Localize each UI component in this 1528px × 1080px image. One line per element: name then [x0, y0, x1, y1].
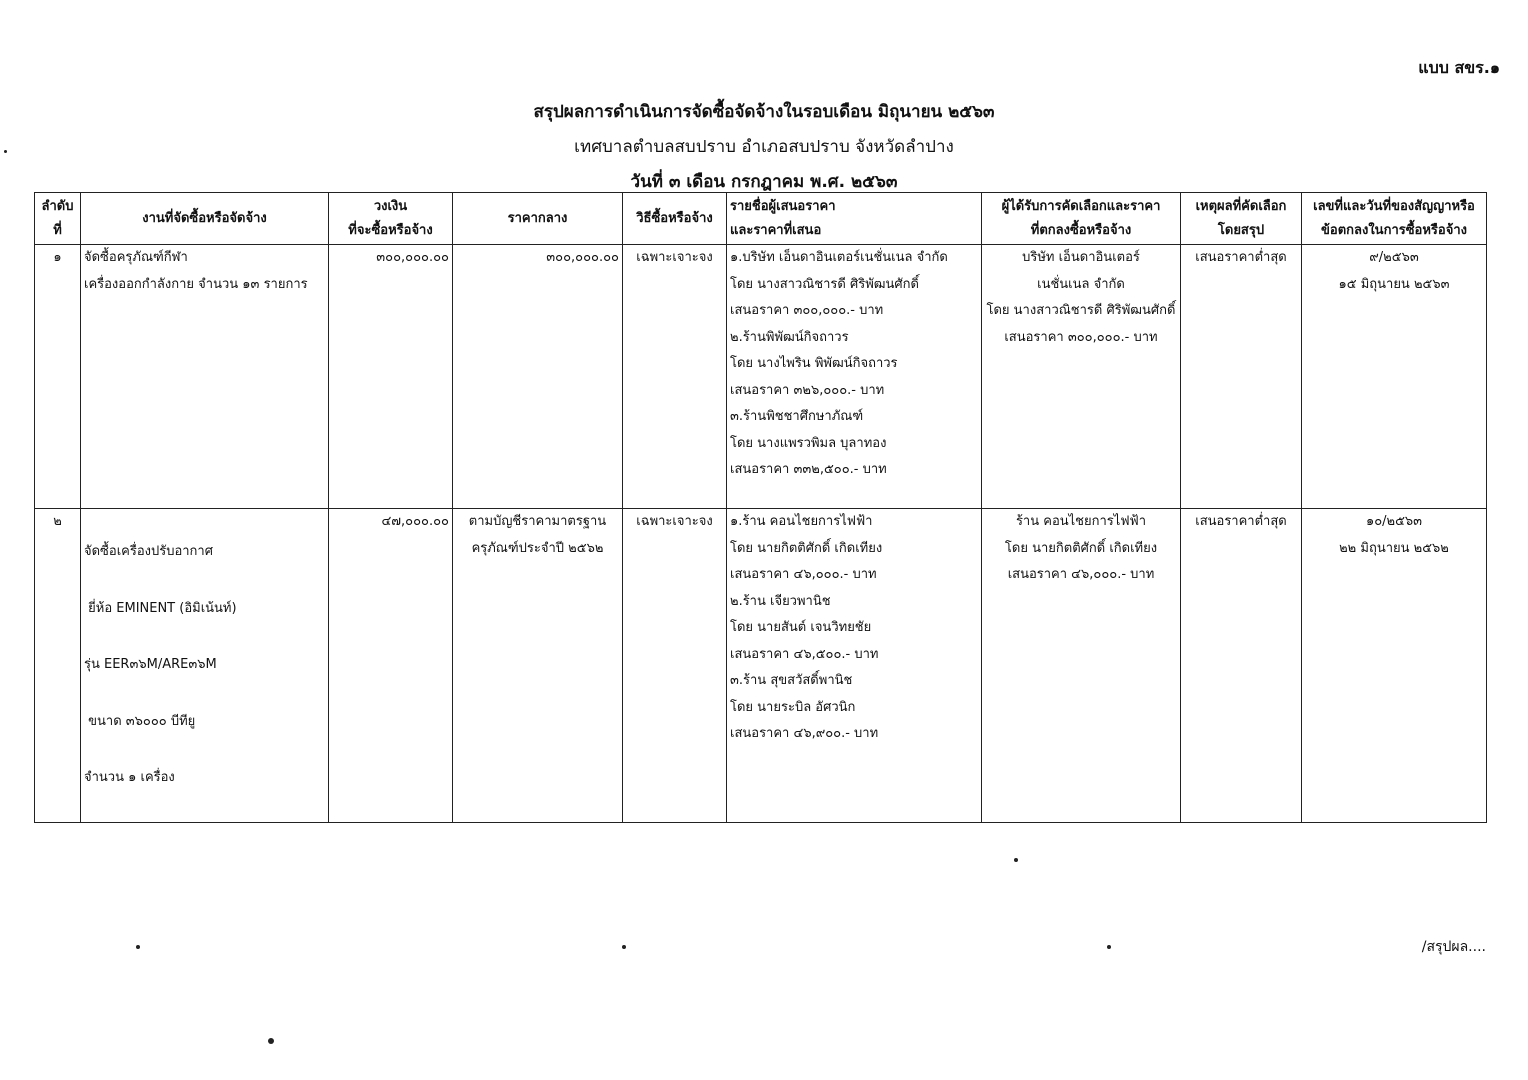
row-winner: บริษัท เอ็นดาอินเตอร์ เนชั่นเนล จำกัด โดย นางสาวณิชารดี ศิริพัฒนศักดิ์ เสนอราคา ๓๐๐,๐๐๐.- บาท [982, 245, 1181, 509]
header-no: ลำดับ ที่ [35, 193, 81, 245]
row-median-price: ๓๐๐,๐๐๐.๐๐ [453, 245, 623, 509]
row-median-price: ตามบัญชีราคามาตรฐาน ครุภัณฑ์ประจำปี ๒๕๖๒ [453, 509, 623, 823]
scan-speck [136, 945, 140, 949]
table-header-row [35, 193, 1487, 245]
procurement-table [34, 192, 1487, 823]
row-reason: เสนอราคาต่ำสุด [1181, 509, 1302, 823]
header-budget: วงเงิน ที่จะซื้อหรือจ้าง [329, 193, 453, 245]
row-reason: เสนอราคาต่ำสุด [1181, 245, 1302, 509]
scan-speck [622, 945, 626, 949]
row-method: เฉพาะเจาะจง [623, 245, 727, 509]
header-method: วิธีซื้อหรือจ้าง [623, 193, 727, 245]
organization-line: เทศบาลตำบลสบปราบ อำเภอสบปราบ จังหวัดลำปาง [574, 137, 954, 157]
row-contract: ๙/๒๕๖๓ ๑๕ มิถุนายน ๒๕๖๓ [1302, 245, 1487, 509]
scan-speck [1014, 858, 1018, 862]
table-row [35, 509, 1487, 823]
header-work: งานที่จัดซื้อหรือจัดจ้าง [81, 193, 329, 245]
row-winner: ร้าน คอนไชยการไฟฟ้า โดย นายกิตติศักดิ์ เกิดเทียง เสนอราคา ๔๖,๐๐๐.- บาท [982, 509, 1181, 823]
row-method: เฉพาะเจาะจง [623, 509, 727, 823]
form-code: แบบ สขร.๑ [1418, 58, 1500, 77]
header-winner: ผู้ได้รับการคัดเลือกและราคา ที่ตกลงซื้อหรือจ้าง [982, 193, 1181, 245]
date-line: วันที่ ๓ เดือน กรกฎาคม พ.ศ. ๒๕๖๓ [630, 172, 898, 192]
row-contract: ๑๐/๒๕๖๓ ๒๒ มิถุนายน ๒๕๖๒ [1302, 509, 1487, 823]
scan-speck [4, 150, 7, 153]
row-no: ๒ [35, 509, 81, 823]
row-bidders: ๑.บริษัท เอ็นดาอินเตอร์เนชั่นเนล จำกัด โดย นางสาวณิชารดี ศิริพัฒนศักดิ์ เสนอราคา ๓๐๐,๐๐๐.- บาท ๒.ร้านพิพัฒน์กิจถาวร โดย นางไพริน พิพัฒน์กิจถาวร เสนอราคา ๓๒๖,๐๐๐.- บาท ๓.ร้านพิชชาศึกษาภัณฑ์ โดย นางแพรวพิมล บุลาทอง เสนอราคา ๓๓๒,๕๐๐.- บาท [727, 245, 982, 509]
header-median-price: ราคากลาง [453, 193, 623, 245]
header-contract: เลขที่และวันที่ของสัญญาหรือ ข้อตกลงในการซื้อหรือจ้าง [1302, 193, 1487, 245]
document-title: สรุปผลการดำเนินการจัดซื้อจัดจ้างในรอบเดือน มิถุนายน ๒๕๖๓ [533, 102, 995, 122]
scan-speck [268, 1038, 274, 1044]
header-reason: เหตุผลที่คัดเลือก โดยสรุป [1181, 193, 1302, 245]
row-budget: ๔๗,๐๐๐.๐๐ [329, 509, 453, 823]
row-work: จัดซื้อครุภัณฑ์กีฬา เครื่องออกกำลังกาย จำนวน ๑๓ รายการ [81, 245, 329, 509]
row-work: จัดซื้อเครื่องปรับอากาศ ยี่ห้อ EMINENT (อิมิเน้นท์) รุ่น EER๓๖M/ARE๓๖M ขนาด ๓๖๐๐๐ บีทียู จำนวน ๑ เครื่อง [81, 509, 329, 823]
row-no: ๑ [35, 245, 81, 509]
row-bidders: ๑.ร้าน คอนไชยการไฟฟ้า โดย นายกิตติศักดิ์ เกิดเทียง เสนอราคา ๔๖,๐๐๐.- บาท ๒.ร้าน เจียวพานิช โดย นายสันต์ เจนวิทยชัย เสนอราคา ๔๖,๕๐๐.- บาท ๓.ร้าน สุขสวัสดิ์พานิช โดย นายระบิล อัศวนิก เสนอราคา ๔๖,๙๐๐.- บาท [727, 509, 982, 823]
scan-speck [1107, 945, 1111, 949]
continuation-note: /สรุปผล.... [1421, 939, 1486, 955]
row-budget: ๓๐๐,๐๐๐.๐๐ [329, 245, 453, 509]
header-bidders: รายชื่อผู้เสนอราคา และราคาที่เสนอ [727, 193, 982, 245]
table-row [35, 245, 1487, 509]
